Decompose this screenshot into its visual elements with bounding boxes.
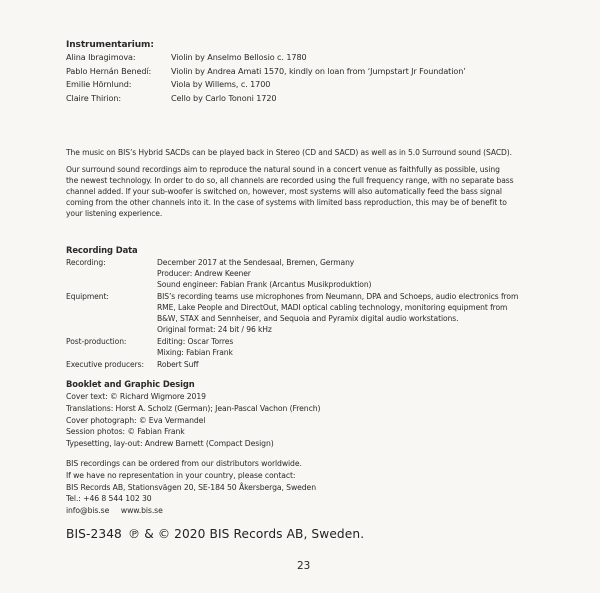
equipment-value-line: B&W, STAX and Sennheiser, and Sequoia and Pyramix digital audio workstations. bbox=[157, 314, 459, 323]
post-production-value-line: Mixing: Fabian Frank bbox=[157, 348, 233, 357]
equipment-value-line: RME, Lake People and DirectOut, MADI optical cabling technology, monitoring equipment from bbox=[157, 303, 508, 312]
catalogue-number: BIS-2348 bbox=[66, 527, 122, 541]
recording-data-heading: Recording Data bbox=[66, 245, 138, 255]
instrument-description: Cello by Carlo Tononi 1720 bbox=[171, 93, 277, 103]
instrument-description: Viola by Willems, c. 1700 bbox=[171, 79, 271, 89]
player-name: Alina Ibragimova: bbox=[66, 52, 136, 62]
booklet-heading: Booklet and Graphic Design bbox=[66, 379, 195, 389]
sacd-intro: The music on BIS’s Hybrid SACDs can be played back in Stereo (CD and SACD) as well as in 5.0 Surround sound (SACD). bbox=[66, 148, 512, 157]
sacd-paragraph-line: your listening experience. bbox=[66, 209, 163, 218]
recording-value-line: Sound engineer: Fabian Frank (Arcantus Musikproduktion) bbox=[157, 280, 372, 289]
page-number: 23 bbox=[297, 560, 311, 572]
executive-producers-value: Robert Suff bbox=[157, 360, 199, 369]
executive-producers-label: Executive producers: bbox=[66, 360, 144, 369]
sacd-paragraph-line: the newest technology. In order to do so, all channels are recorded using the full frequency range, with no separate bass bbox=[66, 176, 514, 185]
sacd-paragraph-line: coming from the other channels into it. In the case of systems with limited bass reproduction, this may be of benefit to bbox=[66, 198, 507, 207]
player-name: Claire Thirion: bbox=[66, 93, 122, 103]
equipment-value-line: Original format: 24 bit / 96 kHz bbox=[157, 325, 272, 334]
contact-line: BIS Records AB, Stationsvägen 20, SE-184 50 Åkersberga, Sweden bbox=[66, 483, 316, 492]
contact-line: If we have no representation in your country, please contact: bbox=[66, 471, 296, 480]
booklet-credit-line: Typesetting, lay-out: Andrew Barnett (Compact Design) bbox=[66, 439, 274, 448]
player-name: Pablo Hernán Benedí: bbox=[66, 66, 152, 76]
sacd-paragraph-line: Our surround sound recordings aim to reproduce the natural sound in a concert venue as faithfully as possible, using bbox=[66, 165, 500, 174]
booklet-credit-line: Cover text: © Richard Wigmore 2019 bbox=[66, 392, 206, 401]
recording-label: Recording: bbox=[66, 258, 106, 267]
instrumentarium-heading: Instrumentarium: bbox=[66, 40, 154, 50]
contact-email-web: info@bis.se www.bis.se bbox=[66, 506, 163, 515]
recording-value-line: December 2017 at the Sendesaal, Bremen, Germany bbox=[157, 258, 355, 267]
post-production-value-line: Editing: Oscar Torres bbox=[157, 337, 234, 346]
player-name: Emilie Hörnlund: bbox=[66, 79, 132, 89]
equipment-value-line: BIS’s recording teams use microphones from Neumann, DPA and Schoeps, audio electronics from bbox=[157, 292, 519, 301]
booklet-credit-line: Cover photograph: © Eva Vermandel bbox=[66, 416, 206, 425]
instrument-description: Violin by Andrea Amati 1570, kindly on loan from ‘Jumpstart Jr Foundation’ bbox=[171, 66, 466, 76]
copyright-notice: ℗ & © 2020 BIS Records AB, Sweden. bbox=[128, 527, 365, 541]
instrument-description: Violin by Anselmo Bellosio c. 1780 bbox=[171, 52, 307, 62]
equipment-label: Equipment: bbox=[66, 292, 109, 301]
post-production-label: Post-production: bbox=[66, 337, 127, 346]
contact-line: BIS recordings can be ordered from our distributors worldwide. bbox=[66, 459, 302, 468]
booklet-credit-line: Session photos: © Fabian Frank bbox=[66, 427, 185, 436]
booklet-credit-line: Translations: Horst A. Scholz (German); Jean-Pascal Vachon (French) bbox=[66, 404, 321, 413]
contact-line: Tel.: +46 8 544 102 30 bbox=[66, 494, 152, 503]
recording-value-line: Producer: Andrew Keener bbox=[157, 269, 251, 278]
sacd-paragraph-line: channel added. If your sub-woofer is switched on, however, most systems will also automatically feed the bass signal bbox=[66, 187, 502, 196]
